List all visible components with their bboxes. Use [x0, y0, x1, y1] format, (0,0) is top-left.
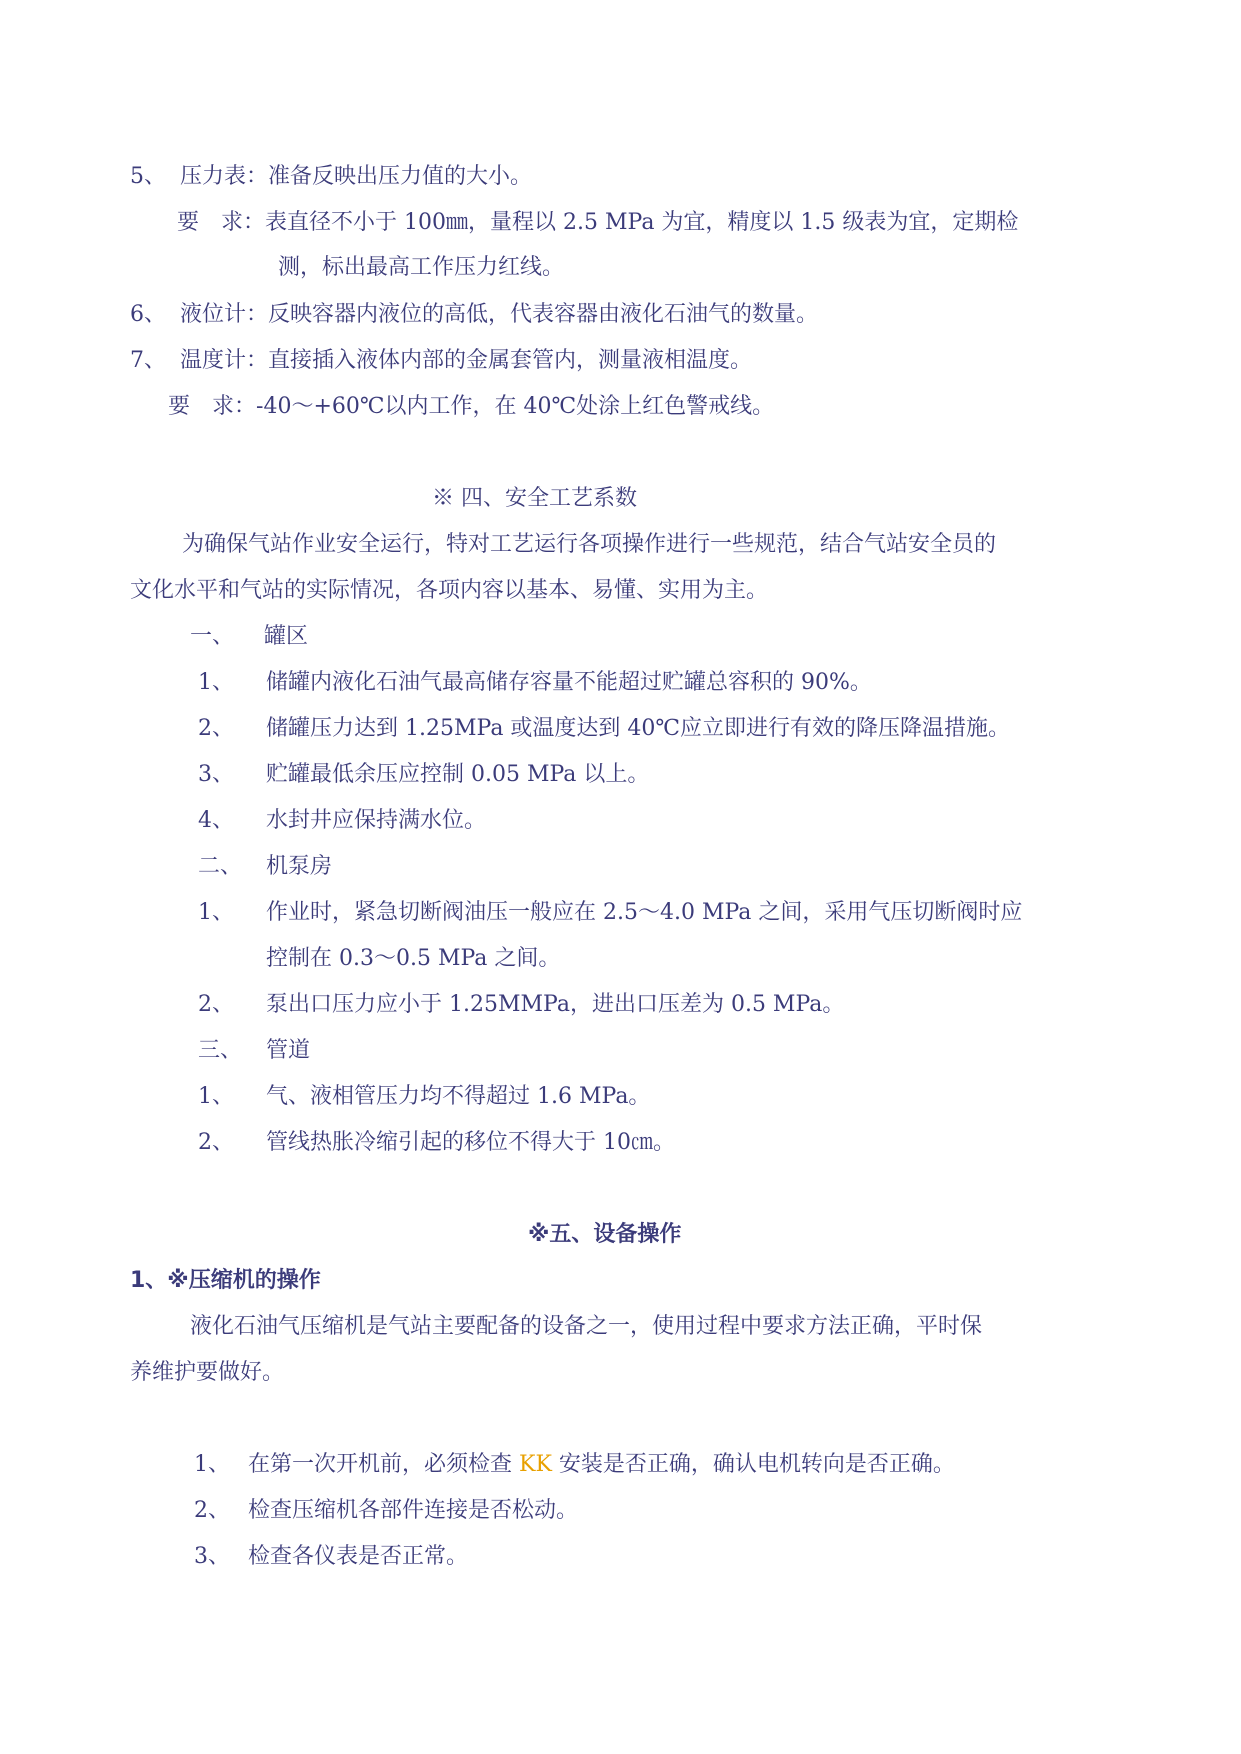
- item-number: 1、: [198, 900, 234, 925]
- section-5-heading: ※五、设备操作: [528, 1222, 682, 1247]
- item-text: 贮罐最低余压应控制 0.05 MPa 以上。: [266, 762, 650, 787]
- pump-room-heading: [198, 852, 332, 882]
- section-4-intro: 为确保气站作业安全运行，特对工艺运行各项操作进行一些规范，结合气站安全员的: [182, 532, 997, 557]
- list-item: [198, 714, 1010, 744]
- item-number: 2、: [198, 1130, 234, 1155]
- item-number: 6、: [130, 302, 166, 327]
- item-text: 管线热胀冷缩引起的移位不得大于 10㎝。: [266, 1130, 675, 1155]
- item-number: 5、: [130, 164, 166, 189]
- subsection-title: 罐区: [264, 624, 309, 649]
- item-text: 温度计：直接插入液体内部的金属套管内，测量液相温度。: [180, 348, 753, 373]
- section-4-intro-cont: 文化水平和气站的实际情况，各项内容以基本、易懂、实用为主。: [130, 578, 769, 603]
- item-6: [130, 300, 818, 330]
- subsection-title: 管道: [266, 1038, 311, 1063]
- item-text: 水封井应保持满水位。: [266, 808, 487, 833]
- tank-area-heading: [190, 622, 308, 652]
- step-number: 3、: [194, 1544, 230, 1569]
- item-text: 液位计：反映容器内液位的高低，代表容器由液化石油气的数量。: [180, 302, 819, 327]
- item-7: [130, 346, 752, 376]
- subsection-number: 一、: [190, 624, 235, 649]
- requirement-text: -40～+60℃以内工作，在 40℃处涂上红色警戒线。: [256, 394, 775, 419]
- step-number: 1、: [194, 1452, 230, 1477]
- item-5-requirement-cont: 测，标出最高工作压力红线。: [278, 255, 565, 280]
- list-item: [198, 1128, 675, 1158]
- item-number: 2、: [198, 992, 234, 1017]
- list-item: [198, 668, 872, 698]
- requirement-label: 要 求：: [168, 394, 257, 419]
- list-item: [198, 990, 844, 1020]
- step-item: [194, 1450, 955, 1480]
- item-text: 储罐压力达到 1.25MPa 或温度达到 40℃应立即进行有效的降压降温措施。: [266, 716, 1011, 741]
- list-item: [198, 760, 649, 790]
- item-number: 4、: [198, 808, 234, 833]
- item-number: 2、: [198, 716, 234, 741]
- step-number: 2、: [194, 1498, 230, 1523]
- list-item-cont: 控制在 0.3～0.5 MPa 之间。: [266, 946, 561, 971]
- requirement-text: 表直径不小于 100㎜，量程以 2.5 MPa 为宜，精度以 1.5 级表为宜，定期检: [265, 210, 1019, 235]
- subsection-title: 机泵房: [266, 854, 333, 879]
- item-number: 3、: [198, 762, 234, 787]
- highlight-text: KK: [519, 1452, 552, 1477]
- item-text: 泵出口压力应小于 1.25MMPa，进出口压差为 0.5 MPa。: [266, 992, 845, 1017]
- item-text: 气、液相管压力均不得超过 1.6 MPa。: [266, 1084, 651, 1109]
- item-text: 压力表：准备反映出压力值的大小。: [180, 164, 533, 189]
- subsection-number: 三、: [198, 1038, 243, 1063]
- pipeline-heading: [198, 1036, 310, 1066]
- item-number: 7、: [130, 348, 166, 373]
- step-text: 检查各仪表是否正常。: [248, 1544, 469, 1569]
- step-item: [194, 1542, 468, 1572]
- list-item: [198, 1082, 650, 1112]
- list-item: [198, 898, 1022, 928]
- item-number: 1、: [198, 1084, 234, 1109]
- item-5: [130, 162, 532, 192]
- requirement-label: 要 求：: [177, 210, 266, 235]
- item-7-requirement: [168, 392, 774, 422]
- subsection-number: 二、: [198, 854, 243, 879]
- item-text: 作业时，紧急切断阀油压一般应在 2.5～4.0 MPa 之间，采用气压切断阀时应: [266, 900, 1023, 925]
- section-5-intro-cont: 养维护要做好。: [130, 1360, 285, 1385]
- section-5-intro: 液化石油气压缩机是气站主要配备的设备之一，使用过程中要求方法正确，平时保: [190, 1314, 983, 1339]
- section-5-subheading: 1、※压缩机的操作: [130, 1268, 321, 1293]
- item-5-requirement: [177, 208, 1018, 238]
- item-number: 1、: [198, 670, 234, 695]
- section-4-heading: ※ 四、安全工艺系数: [432, 486, 637, 511]
- step-text-cont: 安装是否正确，确认电机转向是否正确。: [558, 1452, 955, 1477]
- step-text: 在第一次开机前，必须检查: [248, 1452, 513, 1477]
- step-item: [194, 1496, 578, 1526]
- item-text: 储罐内液化石油气最高储存容量不能超过贮罐总容积的 90%。: [266, 670, 872, 695]
- list-item: [198, 806, 486, 836]
- step-text: 检查压缩机各部件连接是否松动。: [248, 1498, 579, 1523]
